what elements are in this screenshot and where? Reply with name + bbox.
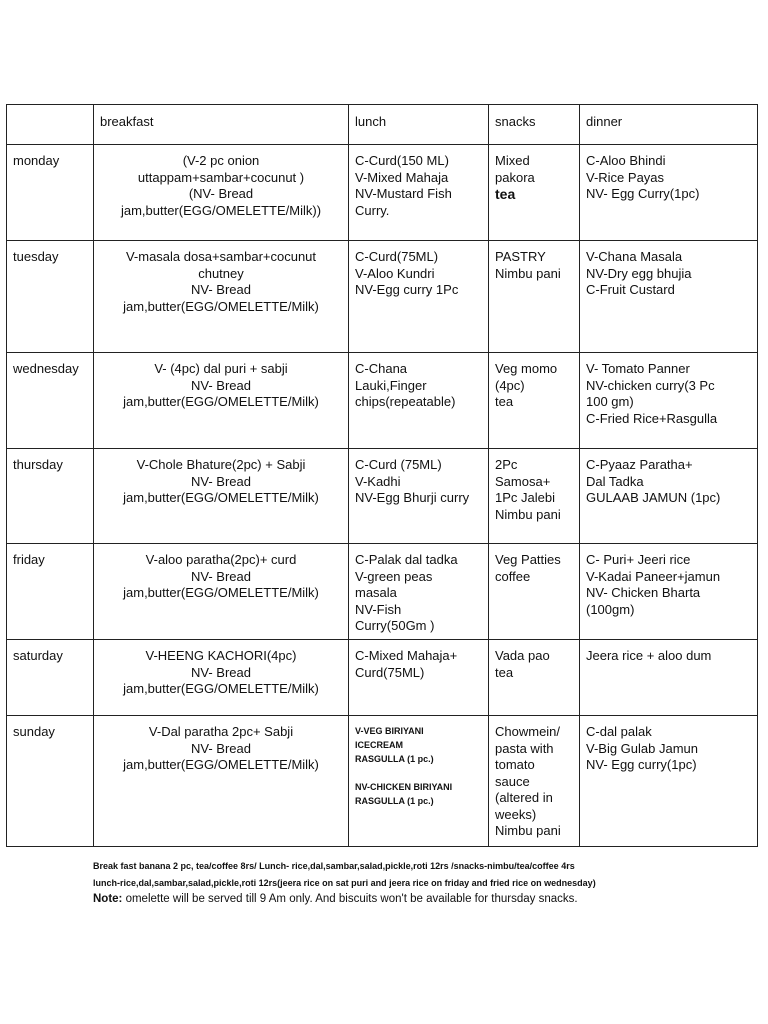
table-row xyxy=(7,241,758,353)
day-cell: tuesday xyxy=(7,241,94,353)
note-label: Note: xyxy=(93,893,123,905)
header-row xyxy=(7,105,758,145)
day-cell: wednesday xyxy=(7,353,94,449)
price-note-line-2: lunch-rice,dal,sambar,salad,pickle,roti 12rs(jeera rice on sat puri and jeera rice on friday and fried rice on wednesday) xyxy=(93,878,596,888)
note-line xyxy=(93,892,753,907)
dinner-cell: C-dal palak V-Big Gulab Jamun NV- Egg curry(1pc) xyxy=(580,716,758,847)
breakfast-cell: V-aloo paratha(2pc)+ curd NV- Bread jam,butter(EGG/OMELETTE/Milk) xyxy=(94,544,349,640)
breakfast-cell: V-Dal paratha 2pc+ Sabji NV- Bread jam,butter(EGG/OMELETTE/Milk) xyxy=(94,716,349,847)
header-day xyxy=(7,105,94,145)
snacks-cell: Vada pao tea xyxy=(489,640,580,716)
table-row xyxy=(7,353,758,449)
table-row xyxy=(7,145,758,241)
breakfast-cell: V-Chole Bhature(2pc) + Sabji NV- Bread jam,butter(EGG/OMELETTE/Milk) xyxy=(94,449,349,544)
day-cell: saturday xyxy=(7,640,94,716)
table-row xyxy=(7,544,758,640)
price-note-line-1: Break fast banana 2 pc, tea/coffee 8rs/ Lunch- rice,dal,sambar,salad,pickle,roti 12rs /snacks-nimbu/tea/coffee 4rs xyxy=(93,861,575,871)
lunch-cell: C-Curd (75ML) V-Kadhi NV-Egg Bhurji curry xyxy=(349,449,489,544)
table-row xyxy=(7,716,758,847)
snacks-text: Mixed pakora xyxy=(495,153,535,185)
lunch-cell: C-Mixed Mahaja+ Curd(75ML) xyxy=(349,640,489,716)
lunch-cell: C-Chana Lauki,Finger chips(repeatable) xyxy=(349,353,489,449)
table-row xyxy=(7,640,758,716)
footer-notes xyxy=(93,858,753,907)
dinner-cell: C-Aloo Bhindi V-Rice Payas NV- Egg Curry(1pc) xyxy=(580,145,758,241)
breakfast-cell: V- (4pc) dal puri + sabji NV- Bread jam,butter(EGG/OMELETTE/Milk) xyxy=(94,353,349,449)
lunch-cell: C-Curd(75ML) V-Aloo Kundri NV-Egg curry 1Pc xyxy=(349,241,489,353)
dinner-cell: V-Chana Masala NV-Dry egg bhujia C-Fruit Custard xyxy=(580,241,758,353)
header-lunch: lunch xyxy=(349,105,489,145)
weekly-menu-table xyxy=(6,104,758,847)
lunch-cell: V-VEG BIRIYANI ICECREAM RASGULLA (1 pc.) NV-CHICKEN BIRIYANI RASGULLA (1 pc.) xyxy=(349,716,489,847)
snacks-extra-text: tea xyxy=(495,186,516,202)
day-cell: sunday xyxy=(7,716,94,847)
lunch-cell: C-Curd(150 ML) V-Mixed Mahaja NV-Mustard Fish Curry. xyxy=(349,145,489,241)
dinner-cell: C-Pyaaz Paratha+ Dal Tadka GULAAB JAMUN (1pc) xyxy=(580,449,758,544)
day-cell: monday xyxy=(7,145,94,241)
breakfast-cell: (V-2 pc onion uttappam+sambar+cocunut ) (NV- Bread jam,butter(EGG/OMELETTE/Milk)) xyxy=(94,145,349,241)
dinner-cell: Jeera rice + aloo dum xyxy=(580,640,758,716)
header-dinner: dinner xyxy=(580,105,758,145)
snacks-cell: PASTRY Nimbu pani xyxy=(489,241,580,353)
snacks-cell: Veg Patties coffee xyxy=(489,544,580,640)
breakfast-cell: V-HEENG KACHORI(4pc) NV- Bread jam,butter(EGG/OMELETTE/Milk) xyxy=(94,640,349,716)
dinner-cell: C- Puri+ Jeeri rice V-Kadai Paneer+jamun NV- Chicken Bharta (100gm) xyxy=(580,544,758,640)
snacks-cell: Veg momo (4pc) tea xyxy=(489,353,580,449)
header-snacks: snacks xyxy=(489,105,580,145)
dinner-cell: V- Tomato Panner NV-chicken curry(3 Pc 100 gm) C-Fried Rice+Rasgulla xyxy=(580,353,758,449)
header-breakfast: breakfast xyxy=(94,105,349,145)
snacks-cell: 2Pc Samosa+ 1Pc Jalebi Nimbu pani xyxy=(489,449,580,544)
lunch-cell: C-Palak dal tadka V-green peas masala NV-Fish Curry(50Gm ) xyxy=(349,544,489,640)
day-cell: thursday xyxy=(7,449,94,544)
note-text: omelette will be served till 9 Am only. And biscuits won't be available for thursday snacks. xyxy=(122,893,578,905)
day-cell: friday xyxy=(7,544,94,640)
snacks-cell: Chowmein/ pasta with tomato sauce (altered in weeks) Nimbu pani xyxy=(489,716,580,847)
snacks-cell xyxy=(489,145,580,241)
table-row xyxy=(7,449,758,544)
breakfast-cell: V-masala dosa+sambar+cocunut chutney NV- Bread jam,butter(EGG/OMELETTE/Milk) xyxy=(94,241,349,353)
